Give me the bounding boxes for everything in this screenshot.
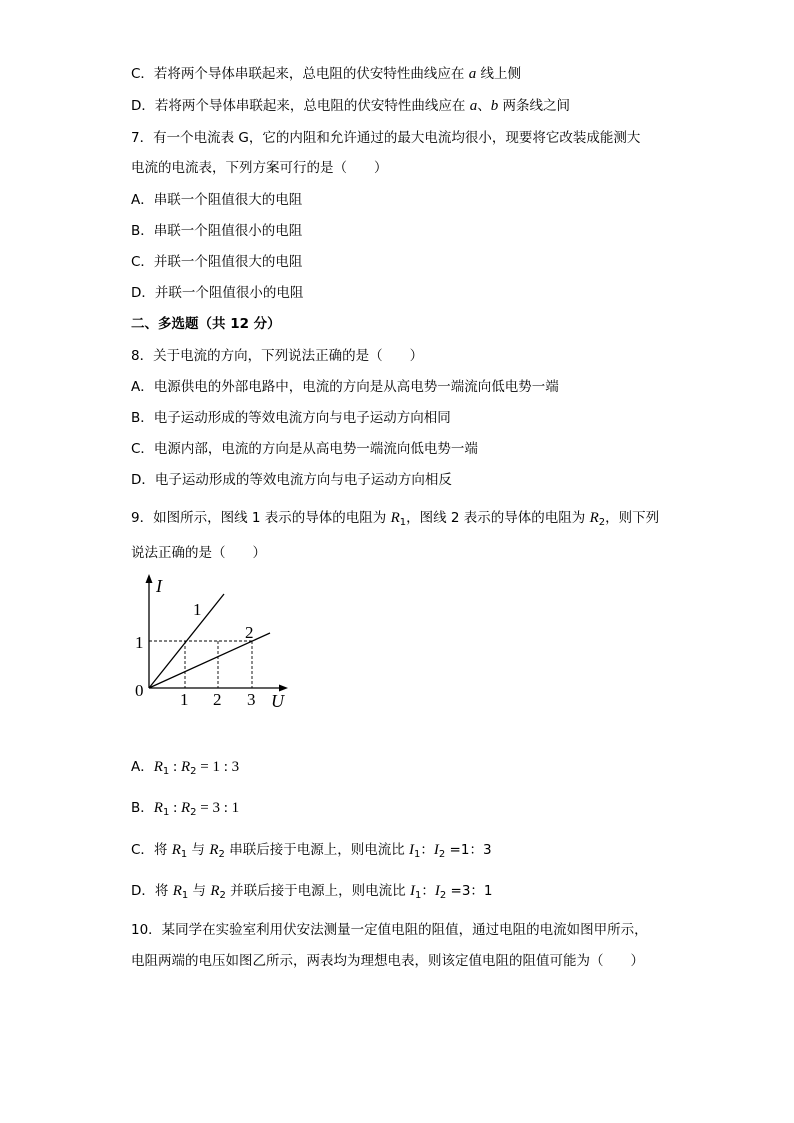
ratio-colon: : xyxy=(169,759,181,775)
q7-stem-line1: 7．有一个电流表 G，它的内阻和允许通过的最大电流均很小，现要将它改装成能测大 xyxy=(131,130,641,146)
option-letter: B． xyxy=(131,800,154,816)
subscript: 1 xyxy=(181,890,189,901)
r-symbol: R xyxy=(210,883,220,899)
ratio-value: =3：1 xyxy=(446,883,493,899)
x-axis-label: U xyxy=(271,691,284,711)
q6-option-d xyxy=(131,96,570,116)
ratio-value: = 3 : 1 xyxy=(196,800,240,816)
i-symbol: I xyxy=(409,842,414,858)
separator: 、 xyxy=(477,98,491,114)
r-symbol: R xyxy=(172,883,182,899)
ratio-colon: : xyxy=(169,800,181,816)
q6-option-c-text: C．若将两个导体串联起来，总电阻的伏安特性曲线应在 xyxy=(131,66,469,82)
x-tick-label: 3 xyxy=(247,690,256,709)
option-text: 串联后接于电源上，则电流比 xyxy=(224,842,409,858)
option-text: C．将 xyxy=(131,842,172,858)
var-a: a xyxy=(469,98,478,114)
r-symbol: R xyxy=(153,800,163,816)
subscript: 2 xyxy=(219,890,226,901)
q9-stem-line2: 说法正确的是（ ） xyxy=(131,545,266,561)
option-text: D．将 xyxy=(131,883,173,899)
iu-graph xyxy=(128,572,298,712)
q8-option-d: D．电子运动形成的等效电流方向与电子运动方向相反 xyxy=(131,472,452,488)
subscript: 1 xyxy=(162,766,170,777)
var-b: b xyxy=(490,98,499,114)
q9-stem-text: ，则下列 xyxy=(605,510,660,526)
option-text: 与 xyxy=(187,842,210,858)
q10-stem-line1: 10．某同学在实验室利用伏安法测量一定值电阻的阻值，通过电阻的电流如图甲所示， xyxy=(131,922,648,938)
option-letter: A． xyxy=(131,759,154,775)
subscript: 1 xyxy=(180,849,188,860)
subscript: 2 xyxy=(190,807,197,818)
q10-stem-line2: 电阻两端的电压如图乙所示，两表均为理想电表，则该定值电阻的阻值可能为（ ） xyxy=(131,953,644,969)
line-2-label: 2 xyxy=(245,623,254,642)
q6-option-c-text-end: 线上侧 xyxy=(476,66,522,82)
x-tick-label: 2 xyxy=(213,690,222,709)
q9-stem-text: 9．如图所示，图线 1 表示的导体的电阻为 xyxy=(131,510,391,526)
q7-option-c: C．并联一个阻值很大的电阻 xyxy=(131,254,303,270)
q7-option-a: A．串联一个阻值很大的电阻 xyxy=(131,192,303,208)
q9-option-a xyxy=(131,757,239,782)
q7-option-d: D．并联一个阻值很小的电阻 xyxy=(131,285,304,301)
q8-option-b: B．电子运动形成的等效电流方向与电子运动方向相同 xyxy=(131,410,451,426)
y-tick-label: 1 xyxy=(135,633,144,652)
subscript: 2 xyxy=(598,517,606,528)
q6-option-d-text-end: 两条线之间 xyxy=(498,98,570,114)
q8-stem: 8．关于电流的方向，下列说法正确的是（ ） xyxy=(131,348,424,364)
q8-option-c: C．电源内部，电流的方向是从高电势一端流向低电势一端 xyxy=(131,441,478,457)
q9-option-c xyxy=(131,840,492,865)
r-symbol: R xyxy=(209,842,219,858)
option-text: 并联后接于电源上，则电流比 xyxy=(225,883,410,899)
var-a: a xyxy=(468,66,477,82)
i-symbol: I xyxy=(433,842,439,858)
r-symbol: R xyxy=(180,759,191,775)
r-symbol: R xyxy=(171,842,181,858)
y-axis-arrow xyxy=(146,574,153,583)
q9-stem-text: ，图线 2 表示的导体的电阻为 xyxy=(406,510,590,526)
q7-stem-line2: 电流的电流表，下列方案可行的是（ ） xyxy=(131,160,388,176)
subscript: 1 xyxy=(414,849,421,860)
ratio-value: =1：3 xyxy=(445,842,492,858)
q9-option-b xyxy=(131,798,239,823)
section-title: 二、多选题（共 12 分） xyxy=(131,316,281,332)
q6-option-d-text: D．若将两个导体串联起来，总电阻的伏安特性曲线应在 xyxy=(131,98,470,114)
r-symbol: R xyxy=(589,510,599,526)
ratio-colon: ： xyxy=(420,842,434,858)
subscript: 2 xyxy=(190,766,197,777)
y-axis-label: I xyxy=(156,576,162,596)
subscript: 1 xyxy=(399,517,407,528)
x-tick-label: 1 xyxy=(180,690,189,709)
origin-label: 0 xyxy=(135,681,144,700)
subscript: 1 xyxy=(162,807,170,818)
ratio-colon: ： xyxy=(421,883,435,899)
q9-option-d xyxy=(131,881,493,906)
option-text: 与 xyxy=(188,883,211,899)
subscript: 2 xyxy=(439,890,447,901)
subscript: 1 xyxy=(414,890,422,901)
q9-stem-line1 xyxy=(131,508,659,533)
subscript: 2 xyxy=(438,849,446,860)
r-symbol: R xyxy=(390,510,400,526)
q7-option-b: B．串联一个阻值很小的电阻 xyxy=(131,223,303,239)
i-symbol: I xyxy=(434,883,440,899)
i-symbol: I xyxy=(409,883,415,899)
r-symbol: R xyxy=(153,759,163,775)
subscript: 2 xyxy=(218,849,225,860)
q6-option-c xyxy=(131,64,521,84)
r-symbol: R xyxy=(180,800,191,816)
q8-option-a: A．电源供电的外部电路中，电流的方向是从高电势一端流向低电势一端 xyxy=(131,379,559,395)
line-1-label: 1 xyxy=(193,600,202,619)
ratio-value: = 1 : 3 xyxy=(196,759,240,775)
